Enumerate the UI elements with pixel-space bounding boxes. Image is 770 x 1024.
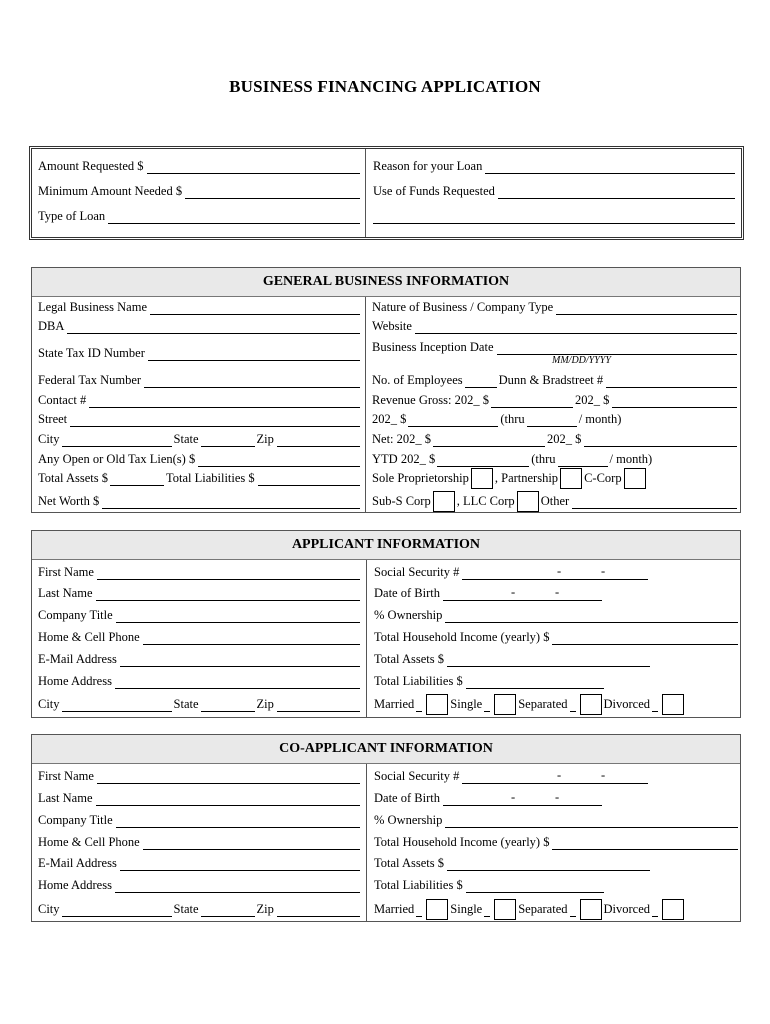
ytd-field[interactable]: [437, 453, 529, 467]
co-dob-label: Date of Birth: [374, 791, 440, 805]
app-income-label: Total Household Income (yearly) $: [374, 630, 550, 644]
co-dob-row: [374, 790, 602, 806]
app-dob-row: [374, 585, 602, 601]
business-type-row-2: [372, 493, 737, 509]
app-assets-row: [374, 651, 650, 667]
co-phone-label: Home & Cell Phone: [38, 835, 140, 849]
inception-field[interactable]: [497, 341, 737, 355]
co-city-label: City: [38, 902, 60, 916]
co-company-title-field[interactable]: [116, 814, 360, 828]
co-email-row: [38, 855, 360, 871]
state-label: State: [173, 432, 199, 446]
app-single-label: Single: [450, 697, 483, 711]
website-label: Website: [372, 319, 412, 333]
contact-row: [38, 392, 360, 408]
legal-name-row: [38, 299, 360, 315]
app-ssn-dash-2: -: [601, 564, 606, 578]
co-email-field[interactable]: [120, 857, 360, 871]
co-first-name-field[interactable]: [97, 770, 360, 784]
llc-label: , LLC Corp: [456, 494, 515, 508]
total-liabilities-field[interactable]: [258, 472, 360, 486]
app-separated-line: [570, 698, 576, 712]
nature-row: [372, 299, 737, 315]
app-ssn-row: [374, 564, 648, 580]
sub-s-label: Sub-S Corp: [372, 494, 431, 508]
applicant-section: [31, 530, 741, 718]
co-zip-label: Zip: [256, 902, 274, 916]
use-of-funds-field-2[interactable]: [373, 210, 735, 224]
state-field[interactable]: [201, 433, 255, 447]
revenue-year-label-2: 202_ $: [372, 412, 407, 426]
employees-field[interactable]: [465, 374, 497, 388]
app-email-row: [38, 651, 360, 667]
federal-tax-label: Federal Tax Number: [38, 373, 142, 387]
street-field[interactable]: [70, 413, 360, 427]
co-single-checkbox[interactable]: [494, 899, 516, 920]
llc-checkbox[interactable]: [517, 491, 539, 512]
co-income-row: [374, 834, 738, 850]
net-year-label: 202_ $: [547, 432, 582, 446]
app-first-name-row: [38, 564, 360, 580]
co-company-title-row: [38, 812, 360, 828]
revenue-row: [372, 392, 737, 408]
co-married-label: Married: [374, 902, 415, 916]
co-marital-row: [374, 901, 738, 917]
reason-field[interactable]: [485, 160, 735, 174]
app-liabilities-label: Total Liabilities $: [374, 674, 463, 688]
sole-prop-checkbox[interactable]: [471, 468, 493, 489]
type-of-loan-label: Type of Loan: [38, 209, 106, 223]
c-corp-checkbox[interactable]: [624, 468, 646, 489]
co-separated-label: Separated: [518, 902, 568, 916]
partnership-checkbox[interactable]: [560, 468, 582, 489]
coapplicant-header: CO-APPLICANT INFORMATION: [32, 735, 740, 764]
nature-label: Nature of Business / Company Type: [372, 300, 554, 314]
employees-row: [372, 372, 737, 388]
street-label: Street: [38, 412, 68, 426]
assets-liabilities-row: [38, 470, 360, 486]
inception-row: [372, 339, 737, 355]
app-ssn-dash-1: -: [557, 564, 562, 578]
coapplicant-section: [31, 734, 741, 922]
app-phone-field[interactable]: [143, 631, 360, 645]
co-liabilities-row: [374, 877, 604, 893]
app-married-label: Married: [374, 697, 415, 711]
net-worth-row: [38, 493, 360, 509]
co-state-label: State: [173, 902, 199, 916]
ytd-label: YTD 202_ $: [372, 452, 436, 466]
contact-label: Contact #: [38, 393, 87, 407]
co-single-label: Single: [450, 902, 483, 916]
sole-prop-label: Sole Proprietorship: [372, 471, 469, 485]
app-zip-field[interactable]: [277, 698, 360, 712]
zip-field[interactable]: [277, 433, 360, 447]
legal-name-field[interactable]: [150, 301, 360, 315]
app-income-field[interactable]: [552, 631, 738, 645]
co-first-name-row: [38, 768, 360, 784]
sub-s-checkbox[interactable]: [433, 491, 455, 512]
app-married-line: [416, 698, 422, 712]
app-single-line: [484, 698, 490, 712]
co-divorced-line: [652, 903, 658, 917]
state-tax-field[interactable]: [148, 347, 360, 361]
co-ownership-label: % Ownership: [374, 813, 443, 827]
app-email-field[interactable]: [120, 653, 360, 667]
co-ssn-label: Social Security #: [374, 769, 460, 783]
general-business-section: [31, 267, 741, 513]
employees-label: No. of Employees: [372, 373, 463, 387]
co-last-name-row: [38, 790, 360, 806]
app-separated-label: Separated: [518, 697, 568, 711]
inception-label: Business Inception Date: [372, 340, 494, 354]
app-single-checkbox[interactable]: [494, 694, 516, 715]
app-assets-field[interactable]: [447, 653, 650, 667]
co-ssn-row: [374, 768, 648, 784]
co-state-field[interactable]: [201, 903, 255, 917]
total-assets-field[interactable]: [110, 472, 164, 486]
month-label: / month): [578, 412, 622, 426]
minimum-amount-field[interactable]: [185, 185, 360, 199]
app-last-name-field[interactable]: [96, 587, 361, 601]
thru-field[interactable]: [527, 413, 577, 427]
net-worth-label: Net Worth $: [38, 494, 100, 508]
other-field[interactable]: [572, 495, 737, 509]
co-first-name-label: First Name: [38, 769, 94, 783]
co-separated-checkbox[interactable]: [580, 899, 602, 920]
co-assets-row: [374, 855, 650, 871]
dunn-label: Dunn & Bradstreet #: [498, 373, 604, 387]
dba-row: [38, 318, 360, 334]
legal-name-label: Legal Business Name: [38, 300, 148, 314]
co-divorced-label: Divorced: [603, 902, 651, 916]
app-phone-row: [38, 629, 360, 645]
dunn-field[interactable]: [606, 374, 737, 388]
app-ownership-row: [374, 607, 738, 623]
other-label: Other: [540, 494, 570, 508]
federal-tax-row: [38, 372, 360, 388]
co-married-checkbox[interactable]: [426, 899, 448, 920]
state-tax-row: [38, 345, 360, 361]
federal-tax-field[interactable]: [144, 374, 360, 388]
type-of-loan-row: [38, 208, 360, 224]
co-ownership-field[interactable]: [445, 814, 738, 828]
applicant-header: APPLICANT INFORMATION: [32, 531, 740, 560]
net-field-1[interactable]: [433, 433, 545, 447]
website-field[interactable]: [415, 320, 737, 334]
app-last-name-label: Last Name: [38, 586, 93, 600]
revenue-field-3[interactable]: [408, 413, 498, 427]
revenue-thru-row: [372, 411, 737, 427]
co-address-row: [38, 877, 360, 893]
net-row: [372, 431, 737, 447]
co-dob-dash-1: -: [511, 790, 516, 804]
general-divider: [365, 297, 366, 512]
use-of-funds-row-2: [373, 208, 735, 224]
co-last-name-label: Last Name: [38, 791, 93, 805]
app-address-label: Home Address: [38, 674, 112, 688]
app-separated-checkbox[interactable]: [580, 694, 602, 715]
app-city-row: [38, 696, 360, 712]
co-assets-label: Total Assets $: [374, 856, 444, 870]
net-worth-field[interactable]: [102, 495, 360, 509]
app-ssn-label: Social Security #: [374, 565, 460, 579]
amount-requested-field[interactable]: [147, 160, 360, 174]
street-row: [38, 411, 360, 427]
app-income-row: [374, 629, 738, 645]
app-liabilities-row: [374, 673, 604, 689]
contact-field[interactable]: [89, 394, 360, 408]
app-zip-label: Zip: [256, 697, 274, 711]
co-ssn-dash-2: -: [601, 768, 606, 782]
revenue-field-1[interactable]: [491, 394, 573, 408]
minimum-amount-row: [38, 183, 360, 199]
loan-divider: [365, 149, 366, 237]
co-ssn-dash-1: -: [557, 768, 562, 782]
app-divorced-label: Divorced: [603, 697, 651, 711]
app-dob-dash-2: -: [555, 585, 560, 599]
app-city-label: City: [38, 697, 60, 711]
app-dob-dash-1: -: [511, 585, 516, 599]
reason-row: [373, 158, 735, 174]
ytd-month-label: / month): [609, 452, 653, 466]
nature-field[interactable]: [556, 301, 737, 315]
amount-requested-label: Amount Requested $: [38, 159, 144, 173]
co-separated-line: [570, 903, 576, 917]
app-state-label: State: [173, 697, 199, 711]
revenue-field-2[interactable]: [612, 394, 737, 408]
co-phone-field[interactable]: [143, 836, 360, 850]
loan-request-section: [29, 146, 744, 240]
co-address-label: Home Address: [38, 878, 112, 892]
co-dob-dash-2: -: [555, 790, 560, 804]
app-marital-row: [374, 696, 738, 712]
co-zip-field[interactable]: [277, 903, 360, 917]
website-row: [372, 318, 737, 334]
app-address-field[interactable]: [115, 675, 360, 689]
app-state-field[interactable]: [201, 698, 255, 712]
partnership-label: , Partnership: [494, 471, 559, 485]
thru-label: (thru: [500, 412, 525, 426]
app-phone-label: Home & Cell Phone: [38, 630, 140, 644]
amount-requested-row: [38, 158, 360, 174]
dba-label: DBA: [38, 319, 65, 333]
app-first-name-label: First Name: [38, 565, 94, 579]
revenue-year-label: 202_ $: [575, 393, 610, 407]
total-assets-label: Total Assets $: [38, 471, 108, 485]
revenue-label: Revenue Gross: 202_ $: [372, 393, 489, 407]
app-dob-field[interactable]: [443, 587, 602, 601]
use-of-funds-label: Use of Funds Requested: [373, 184, 495, 198]
app-company-title-row: [38, 607, 360, 623]
city-field[interactable]: [62, 433, 172, 447]
zip-label: Zip: [256, 432, 274, 446]
co-city-row: [38, 901, 360, 917]
co-phone-row: [38, 834, 360, 850]
applicant-divider: [366, 560, 367, 717]
co-assets-field[interactable]: [447, 857, 650, 871]
co-liabilities-label: Total Liabilities $: [374, 878, 463, 892]
total-liabilities-label: Total Liabilities $: [165, 471, 255, 485]
app-divorced-line: [652, 698, 658, 712]
co-income-field[interactable]: [552, 836, 738, 850]
app-company-title-field[interactable]: [116, 609, 360, 623]
co-address-field[interactable]: [115, 879, 360, 893]
app-divorced-checkbox[interactable]: [662, 694, 684, 715]
app-first-name-field[interactable]: [97, 566, 360, 580]
app-company-title-label: Company Title: [38, 608, 113, 622]
app-liabilities-field[interactable]: [466, 675, 604, 689]
app-last-name-row: [38, 585, 360, 601]
app-dob-label: Date of Birth: [374, 586, 440, 600]
state-tax-label: State Tax ID Number: [38, 346, 145, 360]
ytd-row: [372, 451, 737, 467]
co-city-field[interactable]: [62, 903, 172, 917]
coapplicant-divider: [366, 764, 367, 921]
c-corp-label: C-Corp: [584, 471, 622, 485]
city-state-zip-row: [38, 431, 360, 447]
tax-liens-label: Any Open or Old Tax Lien(s) $: [38, 452, 196, 466]
net-field-2[interactable]: [584, 433, 737, 447]
date-format-hint: MM/DD/YYYY: [552, 355, 611, 366]
co-company-title-label: Company Title: [38, 813, 113, 827]
app-city-field[interactable]: [62, 698, 172, 712]
type-of-loan-field[interactable]: [108, 210, 360, 224]
co-income-label: Total Household Income (yearly) $: [374, 835, 550, 849]
app-ownership-label: % Ownership: [374, 608, 443, 622]
co-ssn-field[interactable]: [462, 770, 648, 784]
ytd-thru-field[interactable]: [558, 453, 608, 467]
app-address-row: [38, 673, 360, 689]
co-liabilities-field[interactable]: [466, 879, 604, 893]
co-married-line: [416, 903, 422, 917]
co-divorced-checkbox[interactable]: [662, 899, 684, 920]
city-label: City: [38, 432, 60, 446]
use-of-funds-field[interactable]: [498, 185, 735, 199]
dba-field[interactable]: [67, 320, 360, 334]
tax-liens-row: [38, 451, 360, 467]
co-dob-field[interactable]: [443, 792, 602, 806]
co-email-label: E-Mail Address: [38, 856, 117, 870]
app-married-checkbox[interactable]: [426, 694, 448, 715]
app-assets-label: Total Assets $: [374, 652, 444, 666]
app-ssn-field[interactable]: [462, 566, 648, 580]
reason-label: Reason for your Loan: [373, 159, 483, 173]
business-type-row: [372, 470, 737, 486]
tax-liens-field[interactable]: [198, 453, 360, 467]
use-of-funds-row: [373, 183, 735, 199]
minimum-amount-label: Minimum Amount Needed $: [38, 184, 183, 198]
app-ownership-field[interactable]: [445, 609, 738, 623]
general-business-header: GENERAL BUSINESS INFORMATION: [32, 268, 740, 297]
co-last-name-field[interactable]: [96, 792, 361, 806]
co-ownership-row: [374, 812, 738, 828]
net-label: Net: 202_ $: [372, 432, 432, 446]
app-email-label: E-Mail Address: [38, 652, 117, 666]
co-single-line: [484, 903, 490, 917]
page-title: BUSINESS FINANCING APPLICATION: [229, 77, 541, 96]
ytd-thru-label: (thru: [531, 452, 556, 466]
